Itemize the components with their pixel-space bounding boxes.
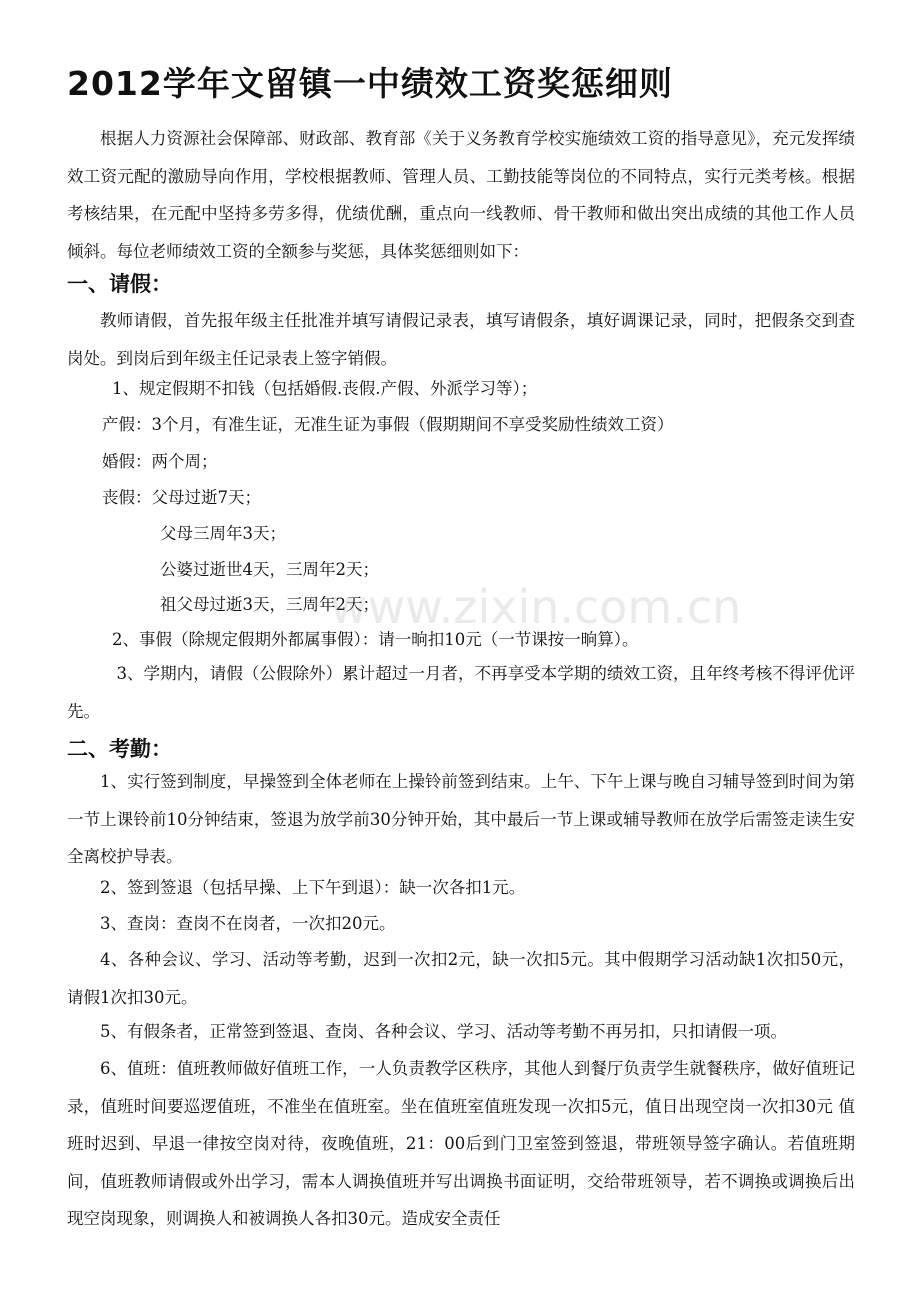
leave-funeral: 丧假：父母过逝7天； [102,488,261,507]
leave-paragraph: 教师请假，首先报年级主任批准并填写请假记录表，填写请假条，填好调课记录，同时，把假条交到查岗处。到岗后到年级主任记录表上签字销假。 [67,311,855,368]
leave-maternity: 产假：3个月，有准生证，无准生证为事假（假期期间不享受奖励性绩效工资） [102,415,674,434]
attendance-item-5: 5、有假条者，正常签到签退、查岗、各种会议、学习、活动等考勤不再另扣，只扣请假一项。 [100,1022,787,1041]
attendance-item-6: 6、值班：值班教师做好值班工作，一人负责教学区秩序，其他人到餐厅负责学生就餐秩序，做好值班记录，值班时间要巡逻值班，不准坐在值班室。坐在值班室值班发现一次扣5元，值日出现空岗一次扣30元 值班时迟到、早退一律按空岗对待，夜晚值班，21：00后到门卫室签到签退，带班领导签字确认。若值班期间，值班教师请假或外出学习，需本人调换值班并写出调换书面证明，交给带班领导，若不调换或调换后出现空岗现象，则调换人和被调换人各扣30元。造成安全责任 [67,1059,855,1228]
section-heading-leave: 一、请假： [67,272,172,296]
leave-item-1: 1、规定假期不扣钱（包括婚假.丧假.产假、外派学习等）； [112,379,538,398]
attendance-item-3: 3、查岗：查岗不在岗者，一次扣20元。 [100,914,396,933]
leave-marriage: 婚假：两个周； [102,452,218,471]
section-heading-attendance: 二、考勤： [67,737,172,761]
document-title: 2012学年文留镇一中绩效工资奖惩细则 [67,64,673,103]
leave-funeral-4: 祖父母过逝3天，三周年2天； [160,595,379,614]
attendance-item-1: 1、实行签到制度，早操签到全体老师在上操铃前签到结束。上午、下午上课与晚自习辅导签到时间为第一节上课铃前10分钟结束，签退为放学前30分钟开始，其中最后一节上课或辅导教师在放学后需签走读生安全离校护导表。 [67,772,855,866]
leave-funeral-3: 公婆过逝世4天，三周年2天； [160,560,379,579]
attendance-item-4: 4、各种会议、学习、活动等考勤，迟到一次扣2元，缺一次扣5元。其中假期学习活动缺1次扣50元，请假1次扣30元。 [67,950,855,1007]
leave-funeral-2: 父母三周年3天； [160,524,286,543]
intro-paragraph: 根据人力资源社会保障部、财政部、教育部《关于义务教育学校实施绩效工资的指导意见》，充元发挥绩效工资元配的激励导向作用，学校根据教师、管理人员、工勤技能等岗位的不同特点，实行元类考核。根据考核结果，在元配中坚持多劳多得，优绩优酬，重点向一线教师、骨干教师和做出突出成绩的其他工作人员倾斜。每位老师绩效工资的全额参与奖惩，具体奖惩细则如下： [67,129,855,261]
leave-item-3: 3、学期内，请假（公假除外）累计超过一月者，不再享受本学期的绩效工资，且年终考核不得评优评先。 [67,664,855,721]
attendance-item-2: 2、签到签退（包括早操、上下午到退）：缺一次各扣1元。 [100,878,526,897]
watermark: www.zixin.com.cn [330,580,742,634]
leave-item-2: 2、事假（除规定假期外都属事假）：请一晌扣10元（一节课按一晌算）。 [112,630,639,649]
